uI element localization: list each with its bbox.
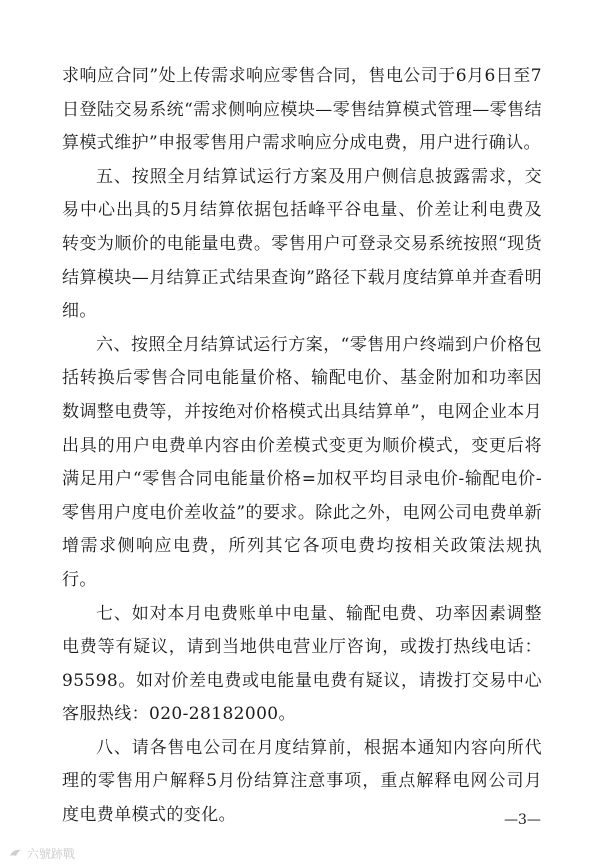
paragraph-item-7: 七、如对本月电费账单中电量、输配电费、功率因素调整电费等有疑议，请到当地供电营业厅咨询，或拨打热线电话：95598。如对价差电费或电能量电费有疑议，请拨打交易中心客服热线：020-28182000。	[62, 603, 542, 725]
document-body	[62, 60, 542, 833]
page-number: —3—	[504, 812, 541, 828]
paragraph-continued: 求响应合同”处上传需求响应零售合同，售电公司于6月6日至7日登陆交易系统“需求侧响应模块—零售结算模式管理—零售结算模式维护”申报零售用户需求响应分成电费，用户进行确认。	[62, 66, 542, 154]
bird-logo-icon	[8, 845, 24, 861]
paragraph-item-8: 八、请各售电公司在月度结算前，根据本通知内容向所代理的零售用户解释5月份结算注意事项，重点解释电网公司月度电费单模式的变化。	[62, 737, 542, 826]
paragraph-item-5: 五、按照全月结算试运行方案及用户侧信息披露需求，交易中心出具的5月结算依据包括峰平谷电量、价差让利电费及转变为顺价的电能量电费。零售用户可登录交易系统按照“现货结算模块—月结算正式结果查询”路径下载月度结算单并查看明细。	[62, 166, 542, 322]
watermark	[8, 843, 75, 863]
watermark-text: 六號跡戰	[27, 846, 76, 861]
paragraph-item-6: 六、按照全月结算试运行方案，“零售用户终端到户价格包括转换后零售合同电能量价格、输配电价、基金附加和功率因数调整电费等，并按绝对价格模式出具结算单”，电网企业本月出具的用户电费单内容由价差模式变更为顺价模式，变更后将满足用户“零售合同电能量价格=加权平均目录电价-输配电价-零售用户度电价差收益”的要求。除此之外，电网公司电费单新增需求侧响应电费，所列其它各项电费均按相关政策法规执行。	[62, 334, 542, 590]
